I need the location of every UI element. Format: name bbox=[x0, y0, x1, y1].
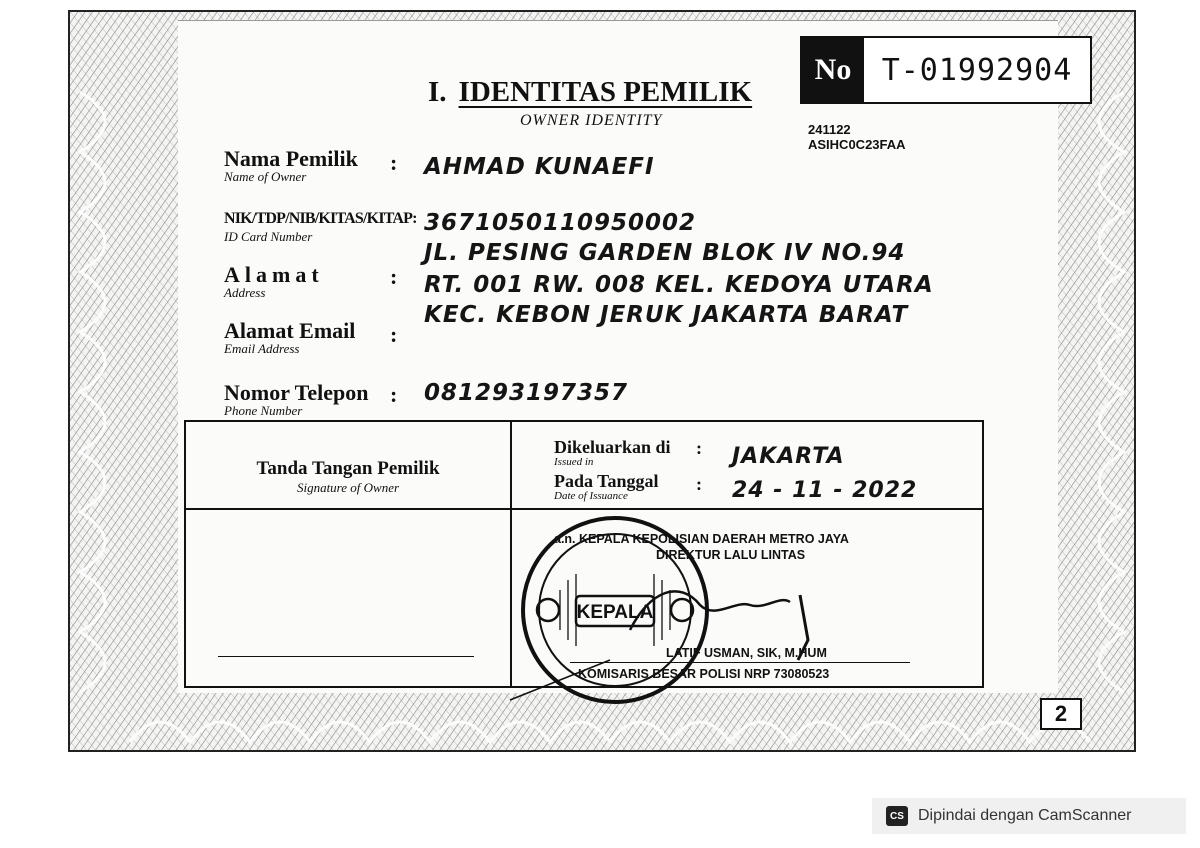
address-label: Alamat Address bbox=[224, 262, 324, 300]
id-number-label: NIK/TDP/NIB/KITAS/KITAP: ID Card Number bbox=[224, 210, 417, 244]
colon: : bbox=[390, 150, 398, 175]
issued-in-value: JAKARTA bbox=[732, 444, 845, 469]
issued-in-label: Dikeluarkan di Issued in bbox=[554, 437, 671, 468]
colon: : bbox=[696, 474, 702, 494]
address-line-1: JL. PESING GARDEN BLOK IV NO.94 bbox=[424, 240, 906, 266]
camscanner-watermark bbox=[872, 798, 1186, 834]
authority-line-2: DIREKTUR LALU LINTAS bbox=[656, 548, 806, 562]
section-subtitle: OWNER IDENTITY bbox=[520, 112, 663, 129]
id-number-value: 3671050110950002 bbox=[424, 210, 697, 236]
owner-signature-header: Tanda Tangan Pemilik Signature of Owner bbox=[256, 458, 440, 495]
phone-label: Nomor Telepon Phone Number bbox=[224, 380, 369, 418]
issue-date-label: Pada Tanggal Date of Issuance bbox=[554, 471, 659, 502]
address-line-3: KEC. KEBON JERUK JAKARTA BARAT bbox=[424, 302, 909, 328]
section-number: I. bbox=[428, 76, 447, 108]
issue-date-value: 24 - 11 - 2022 bbox=[732, 478, 918, 503]
colon: : bbox=[390, 322, 398, 347]
page-number: 2 bbox=[1040, 698, 1082, 730]
official-stamp-seal bbox=[490, 510, 820, 710]
camscanner-logo-icon: CS bbox=[886, 806, 908, 826]
owner-name-value: AHMAD KUNAEFI bbox=[424, 154, 655, 180]
authority-line-1: a.n. KEPALA KEPOLISIAN DAERAH METRO JAYA bbox=[554, 532, 849, 546]
document-number: T-01992904 bbox=[881, 52, 1073, 88]
stamp-center-text: KEPALA bbox=[576, 602, 654, 623]
phone-value: 081293197357 bbox=[424, 380, 629, 406]
colon: : bbox=[390, 264, 398, 289]
document-number-box bbox=[800, 36, 1092, 104]
official-rank: KOMISARIS BESAR POLISI NRP 73080523 bbox=[578, 667, 830, 681]
code-line-2: ASIHC0C23FAA bbox=[808, 137, 906, 152]
owner-signature-line bbox=[218, 656, 474, 657]
number-label: No bbox=[802, 38, 864, 102]
section-title bbox=[428, 76, 752, 109]
camscanner-label: Dipindai dengan CamScanner bbox=[918, 807, 1132, 824]
official-name: LATIF USMAN, SIK, M.HUM bbox=[666, 646, 827, 660]
colon: : bbox=[696, 438, 702, 458]
colon: : bbox=[390, 382, 398, 407]
owner-name-label: Nama Pemilik Name of Owner bbox=[224, 146, 358, 184]
address-line-2: RT. 001 RW. 008 KEL. KEDOYA UTARA bbox=[424, 272, 934, 298]
section-title-text: IDENTITAS PEMILIK bbox=[458, 76, 753, 108]
document-code bbox=[808, 122, 906, 152]
code-line-1: 241122 bbox=[808, 122, 851, 137]
email-label: Alamat Email Email Address bbox=[224, 318, 356, 356]
